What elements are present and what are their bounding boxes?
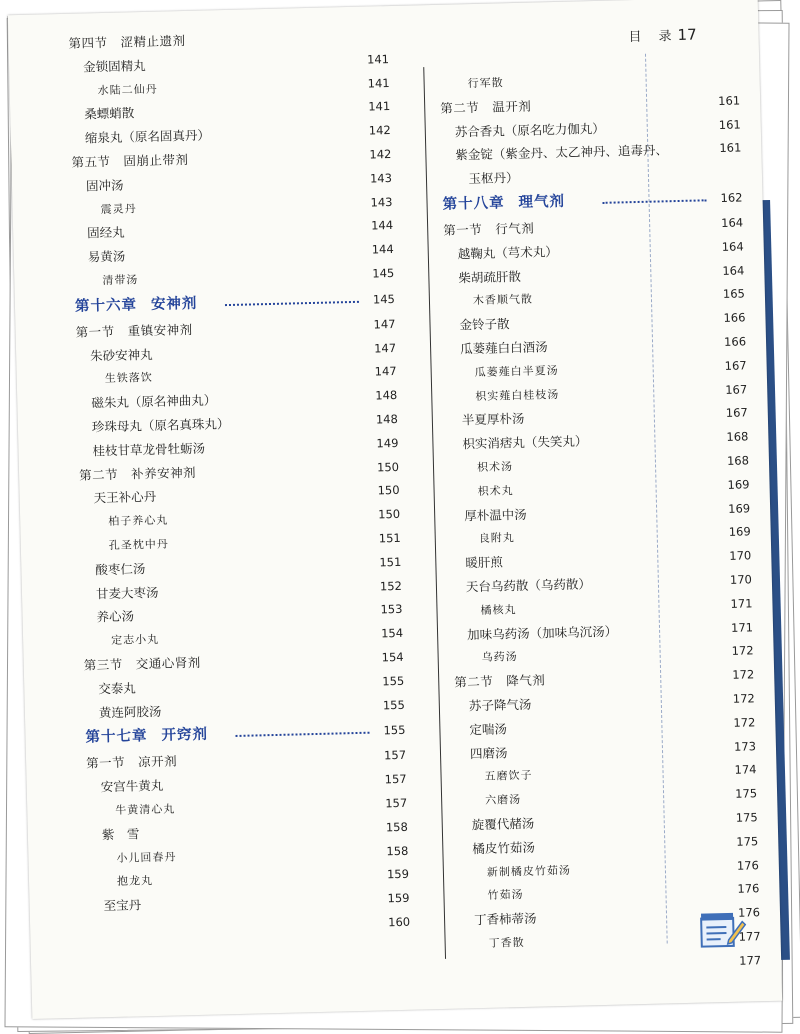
entry-title: 苏合香丸（原名吃力伽丸） — [454, 120, 605, 140]
page-number: 147 — [373, 340, 397, 356]
page-number: 167 — [725, 381, 748, 397]
page-number: 165 — [722, 286, 746, 302]
page-number: 168 — [726, 453, 750, 468]
entry-title: 竹茹汤 — [487, 888, 524, 903]
page-number: 164 — [721, 215, 744, 230]
entry-title: 清带汤 — [102, 273, 139, 288]
page-number: 142 — [368, 123, 391, 138]
page-number: 172 — [731, 643, 754, 659]
entry-title: 丁香柿蒂汤 — [473, 910, 537, 928]
entry-title: 天王补心丹 — [93, 489, 157, 506]
entry-title: 固经丸 — [87, 224, 125, 241]
entry-title: 木香顺气散 — [472, 292, 534, 308]
page-number: 157 — [385, 795, 408, 811]
entry-title: 行军散 — [467, 76, 504, 91]
chapter-name: 理气剂 — [518, 193, 566, 211]
entry-title: 安宫牛黄丸 — [100, 777, 164, 795]
page-number: 164 — [721, 239, 744, 254]
page-number: 145 — [372, 291, 396, 307]
page-number: 160 — [387, 914, 411, 930]
page-number: 143 — [369, 170, 393, 186]
page-number: 148 — [375, 411, 398, 427]
header-label: 目 录 — [628, 29, 674, 46]
entry-title: 枳实薤白桂枝汤 — [475, 387, 560, 403]
page-number: 147 — [373, 316, 396, 332]
page-number: 177 — [739, 952, 762, 968]
entry-title: 至宝丹 — [103, 897, 142, 914]
page-number: 150 — [377, 483, 400, 498]
page-number: 170 — [729, 548, 752, 563]
entry-title: 四磨汤 — [469, 744, 508, 761]
page-number: 157 — [384, 771, 407, 787]
page-number: 151 — [378, 530, 401, 546]
page-number: 172 — [733, 714, 756, 730]
page-number: 175 — [736, 833, 759, 849]
entry-title: 第四节 涩精止遗剂 — [68, 32, 186, 51]
entry-title: 固冲汤 — [85, 177, 124, 194]
page-number: 157 — [383, 748, 407, 763]
entry-title: 磁朱丸（原名神曲丸） — [91, 392, 217, 411]
page-number: 158 — [385, 819, 408, 835]
entry-title: 橘核丸 — [480, 602, 517, 617]
entry-title: 紫金锭（紫金丹、太乙神丹、追毒丹、 — [455, 142, 669, 163]
entry-title: 小儿回春丹 — [116, 849, 177, 865]
page-number: 177 — [738, 929, 761, 944]
entry-title: 丁香散 — [488, 935, 525, 950]
entry-title: 第一节 重镇安神剂 — [75, 321, 193, 340]
chapter-title — [75, 291, 198, 321]
entry-title: 定喘汤 — [469, 721, 508, 737]
chapter-leader-dots — [236, 732, 370, 737]
entry-title: 橘皮竹茹汤 — [472, 839, 536, 856]
toc-right-column — [439, 65, 761, 980]
page-number: 141 — [368, 99, 391, 114]
page-number: 175 — [735, 810, 758, 825]
entry-title: 柴胡疏肝散 — [458, 268, 522, 285]
entry-title: 柏子养心丸 — [108, 513, 169, 529]
page-number: 151 — [379, 554, 402, 570]
entry-title: 养心汤 — [96, 608, 135, 625]
page-number: 171 — [730, 619, 754, 635]
entry-title: 珍珠母丸（原名真珠丸） — [91, 415, 230, 435]
page-number: 161 — [718, 93, 741, 108]
toc-left-column — [68, 24, 410, 942]
header-page-number: 17 — [677, 25, 697, 44]
entry-title: 第二节 补养安神剂 — [78, 464, 197, 483]
entry-title: 第二节 降气剂 — [454, 672, 546, 690]
entry-title: 越鞠丸（芎术丸） — [457, 243, 558, 262]
page-number: 141 — [367, 75, 390, 91]
page-number: 141 — [366, 51, 390, 67]
page-number: 145 — [372, 265, 395, 281]
chapter-leader-dots — [225, 301, 359, 306]
entry-title: 抱龙丸 — [116, 874, 154, 889]
page-number: 167 — [724, 358, 747, 373]
entry-title: 天台乌药散（乌药散） — [465, 576, 592, 595]
page-number: 154 — [380, 625, 404, 641]
entry-title: 第二节 温开剂 — [440, 98, 532, 116]
entry-title: 桂枝甘草龙骨牡蛎汤 — [92, 440, 206, 459]
page-number: 159 — [386, 867, 410, 882]
chapter-number: 第十六章 — [74, 297, 138, 315]
entry-title: 交泰丸 — [98, 680, 137, 697]
page-number: 176 — [737, 905, 761, 920]
page-number: 175 — [734, 786, 758, 801]
chapter-number: 第十七章 — [85, 728, 148, 746]
page-number: 169 — [728, 524, 751, 540]
page-number: 149 — [376, 435, 399, 451]
page-number: 155 — [382, 697, 405, 712]
entry-title: 第五节 固崩止带剂 — [71, 151, 189, 170]
page-number: 147 — [374, 364, 397, 379]
entry-title: 六磨汤 — [485, 793, 522, 807]
notepad-pencil-icon — [698, 910, 747, 951]
page-number: 161 — [718, 117, 741, 132]
entry-title: 玉枢丹） — [455, 170, 519, 187]
entry-title: 第三节 交通心肾剂 — [83, 654, 201, 673]
entry-title: 缩泉丸（原名固真丹） — [84, 127, 211, 146]
entry-title: 易黄汤 — [87, 248, 126, 265]
entry-title: 孔圣枕中丹 — [108, 537, 169, 552]
entry-title: 新制橘皮竹茹汤 — [486, 863, 572, 879]
page-number: 161 — [719, 140, 742, 156]
entry-title: 金铃子散 — [459, 316, 510, 333]
entry-title: 半夏厚朴汤 — [461, 411, 525, 428]
entry-title: 酸枣仁汤 — [95, 560, 146, 578]
entry-title: 紫 雪 — [101, 826, 140, 842]
entry-title: 牛黄清心丸 — [115, 802, 176, 817]
page-number: 169 — [727, 477, 750, 492]
page-header — [628, 24, 697, 45]
page-number: 164 — [722, 262, 745, 278]
entry-title: 第一节 凉开剂 — [85, 753, 178, 771]
chapter-leader-dots — [603, 199, 707, 204]
page-number: 169 — [727, 500, 751, 516]
entry-title: 乌药汤 — [481, 650, 518, 665]
page-number: 170 — [729, 572, 753, 587]
chapter-title — [442, 189, 565, 219]
page-number: 152 — [379, 578, 403, 593]
page-number: 153 — [380, 602, 403, 617]
entry-title: 旋覆代赭汤 — [471, 815, 535, 833]
entry-title: 加味乌药汤（加味乌沉汤） — [466, 623, 618, 642]
entry-title: 定志小丸 — [110, 632, 160, 648]
page-number: 142 — [369, 146, 392, 162]
entry-title: 厚朴温中汤 — [464, 506, 527, 523]
page-number: 143 — [370, 194, 393, 210]
entry-title: 瓜蒌薤白白酒汤 — [459, 339, 548, 357]
entry-title: 瓜蒌薤白半夏汤 — [474, 363, 559, 379]
page-number: 155 — [383, 723, 406, 738]
page-number: 155 — [382, 673, 405, 689]
entry-title: 良附丸 — [478, 531, 515, 546]
page-number: 172 — [732, 691, 755, 706]
page-number: 171 — [730, 596, 753, 611]
entry-title: 甘麦大枣汤 — [95, 584, 159, 601]
page-number: 176 — [737, 881, 760, 897]
entry-title: 黄连阿胶汤 — [98, 703, 162, 720]
page-number: 166 — [723, 334, 747, 349]
entry-title: 暖肝煎 — [465, 554, 504, 571]
entry-title: 枳实消痞丸（失笑丸） — [462, 433, 588, 452]
page-number: 166 — [723, 310, 746, 326]
entry-title: 苏子降气汤 — [468, 696, 532, 714]
page-number: 144 — [371, 242, 394, 257]
page-number: 148 — [375, 388, 398, 403]
chapter-name: 开窍剂 — [161, 726, 209, 745]
entry-title: 生铁落饮 — [104, 371, 153, 386]
entry-title: 五磨饮子 — [484, 769, 533, 784]
entry-title: 桑螵蛸散 — [84, 105, 135, 122]
entry-title: 枳术丸 — [477, 483, 514, 498]
chapter-number: 第十八章 — [442, 195, 505, 213]
entry-title: 枳术汤 — [476, 460, 514, 474]
chapter-name: 安神剂 — [150, 295, 198, 313]
page-number: 172 — [732, 667, 755, 682]
page-number: 144 — [370, 218, 394, 233]
page-number: 159 — [387, 890, 410, 906]
entry-title: 第一节 行气剂 — [443, 220, 535, 238]
page-number: 150 — [376, 459, 400, 474]
entry-title: 金锁固精丸 — [82, 57, 146, 75]
page-number: 162 — [720, 190, 743, 205]
page-number: 174 — [734, 762, 757, 778]
page-number: 168 — [726, 429, 749, 445]
entry-title: 水陆二仙丹 — [97, 82, 158, 97]
page-number: 176 — [736, 857, 759, 873]
chapter-title — [85, 722, 208, 752]
page-number: 173 — [733, 738, 757, 754]
page-number: 154 — [381, 649, 404, 665]
entry-title: 震灵丹 — [100, 201, 137, 216]
page-number: 158 — [386, 843, 409, 858]
page-number: 167 — [725, 405, 748, 421]
toc-page — [8, 0, 782, 1019]
entry-title: 朱砂安神丸 — [89, 346, 153, 363]
page-number: 150 — [378, 507, 401, 522]
